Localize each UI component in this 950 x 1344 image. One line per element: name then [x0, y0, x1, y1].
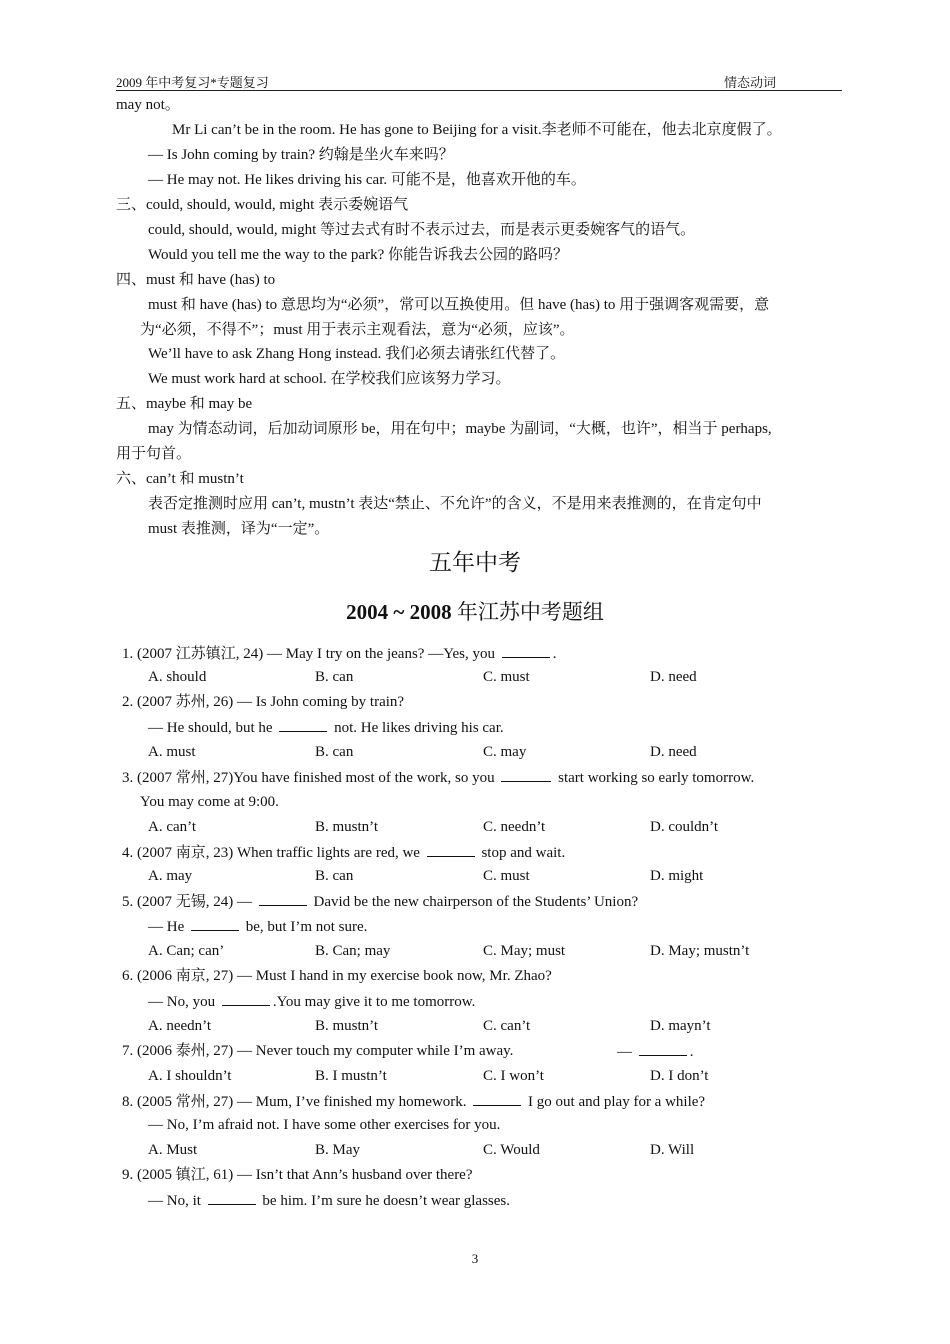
header-left: 2009 年中考复习*专题复习	[116, 75, 269, 90]
option: B. Can; may	[315, 943, 391, 959]
section-heading: 六、can’t 和 mustn’t	[116, 471, 244, 487]
answer-blank	[427, 842, 475, 857]
option: C. May; must	[483, 943, 566, 959]
intro-line: Mr Li can’t be in the room. He has gone to Beijing for a visit.李老师不可能在，他去北京度假了。	[172, 122, 782, 138]
option: C. Would	[483, 1142, 540, 1158]
answer-blank	[473, 1091, 521, 1106]
option: A. must	[148, 744, 196, 760]
option: C. must	[483, 868, 530, 884]
option: B. can	[315, 669, 354, 685]
page-number: 3	[471, 1251, 479, 1266]
intro-line: 表否定推测时应用 can’t, mustn’t 表达“禁止、不允许”的含义，不是用来表推测的，在肯定句中	[148, 496, 762, 512]
intro-line: 为“必须，不得不”；must 用于表示主观看法，意为“必须，应该”。	[140, 322, 575, 338]
answer-blank	[191, 916, 239, 931]
option: C. must	[483, 669, 530, 685]
question-stem: 5. (2007 无锡, 24) — David be the new chairperson of the Students’ Union?	[122, 891, 638, 912]
option: C. may	[483, 744, 527, 760]
option: B. I mustn’t	[315, 1068, 387, 1084]
question-response: — .	[617, 1041, 694, 1062]
question-stem: 4. (2007 南京, 23) When traffic lights are red, we stop and wait.	[122, 842, 565, 863]
option: D. May; mustn’t	[650, 943, 750, 959]
intro-line: may 为情态动词，后加动词原形 be，用在句中；maybe 为副词，“大概，也许”，相当于 perhaps,	[148, 421, 772, 437]
answer-blank	[259, 891, 307, 906]
question-stem: — No, I’m afraid not. I have some other exercises for you.	[148, 1117, 501, 1133]
question-stem: — No, it be him. I’m sure he doesn’t wear glasses.	[148, 1190, 510, 1211]
option: C. can’t	[483, 1018, 531, 1034]
option: D. might	[650, 868, 704, 884]
header-right: 情态动词	[723, 75, 776, 90]
option: A. Can; can’	[148, 943, 225, 959]
option: C. I won’t	[483, 1068, 544, 1084]
question-stem: 7. (2006 泰州, 27) — Never touch my computer while I’m away.	[122, 1043, 514, 1059]
option: A. needn’t	[148, 1018, 212, 1034]
option: B. mustn’t	[315, 819, 379, 835]
answer-blank	[208, 1190, 256, 1205]
question-stem: 2. (2007 苏州, 26) — Is John coming by train?	[122, 694, 405, 710]
section-heading: 四、must 和 have (has) to	[116, 272, 276, 288]
question-stem: 8. (2005 常州, 27) — Mum, I’ve finished my homework. I go out and play for a while?	[122, 1091, 705, 1112]
option: B. can	[315, 744, 354, 760]
question-stem: 6. (2006 南京, 27) — Must I hand in my exercise book now, Mr. Zhao?	[122, 968, 552, 984]
question-stem: 9. (2005 镇江, 61) — Isn’t that Ann’s husband over there?	[122, 1167, 473, 1183]
option: B. can	[315, 868, 354, 884]
option: A. may	[148, 868, 193, 884]
question-stem: — He be, but I’m not sure.	[148, 916, 367, 937]
intro-line: could, should, would, might 等过去式有时不表示过去，而是表示更委婉客气的语气。	[148, 222, 696, 238]
subtitle-years: 2004 ~ 2008	[346, 600, 452, 624]
option: B. mustn’t	[315, 1018, 379, 1034]
section-heading: 三、could, should, would, might 表示委婉语气	[116, 197, 409, 213]
intro-line: must 表推测，译为“一定”。	[148, 521, 330, 537]
option: A. I shouldn’t	[148, 1068, 232, 1084]
option: A. Must	[148, 1142, 198, 1158]
option: C. needn’t	[483, 819, 546, 835]
option: D. need	[650, 744, 697, 760]
option: D. I don’t	[650, 1068, 709, 1084]
intro-line: — He may not. He likes driving his car. 可能不是，他喜欢开他的车。	[148, 172, 586, 188]
option: D. Will	[650, 1142, 695, 1158]
option: B. May	[315, 1142, 360, 1158]
question-stem: — No, you .You may give it to me tomorrow.	[148, 991, 475, 1012]
section-title: 五年中考	[429, 550, 521, 575]
option: D. need	[650, 669, 697, 685]
intro-line: may not。	[116, 97, 180, 113]
intro-line: Would you tell me the way to the park? 你能告诉我去公园的路吗？	[148, 247, 568, 263]
answer-blank	[639, 1041, 687, 1056]
option: D. couldn’t	[650, 819, 719, 835]
intro-line: We must work hard at school. 在学校我们应该努力学习。	[148, 371, 511, 387]
subtitle-text: 年江苏中考题组	[451, 600, 604, 624]
intro-line: must 和 have (has) to 意思均为“必须”，常可以互换使用。但 have (has) to 用于强调客观需要，意	[148, 297, 770, 313]
answer-blank	[502, 643, 550, 658]
option: A. can’t	[148, 819, 197, 835]
page-header	[116, 72, 842, 91]
intro-line: We’ll have to ask Zhang Hong instead. 我们必须去请张红代替了。	[148, 346, 566, 362]
option: A. should	[148, 669, 207, 685]
option: D. mayn’t	[650, 1018, 711, 1034]
subtitle	[0, 596, 950, 626]
question-stem: 1. (2007 江苏镇江, 24) — May I try on the jeans? —Yes, you .	[122, 643, 557, 664]
answer-blank	[501, 767, 551, 782]
answer-blank	[279, 717, 327, 732]
question-stem: — He should, but he not. He likes driving his car.	[148, 717, 504, 738]
question-stem: 3. (2007 常州, 27)You have finished most of the work, so you start working so early tomorrow.	[122, 767, 754, 788]
intro-line: — Is John coming by train? 约翰是坐火车来吗？	[148, 147, 454, 163]
section-heading: 五、maybe 和 may be	[116, 396, 253, 412]
answer-blank	[222, 991, 270, 1006]
question-stem: You may come at 9:00.	[140, 794, 279, 810]
intro-line: 用于句首。	[116, 446, 192, 462]
